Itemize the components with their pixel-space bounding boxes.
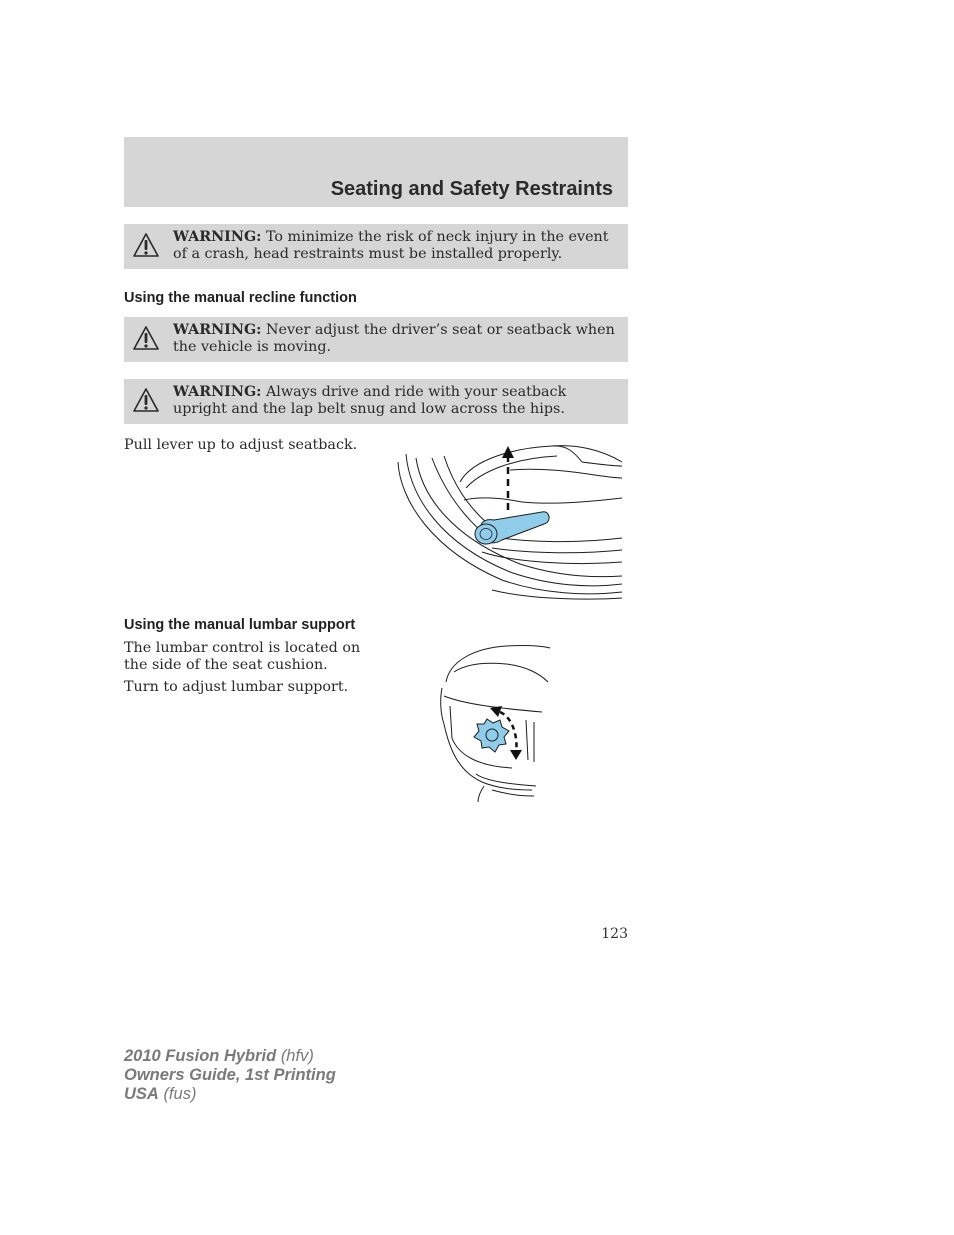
footer-model-code: (hfv) (280, 1047, 314, 1065)
warning-triangle-icon (133, 387, 159, 413)
footer-line-1 (124, 1047, 336, 1066)
lumbar-location-text: The lumbar control is located on the side of the seat cushion. (124, 640, 361, 673)
footer-market-code: (fus) (163, 1085, 197, 1103)
footer-model: 2010 Fusion Hybrid (124, 1047, 277, 1065)
warning-box-seat-adjust (124, 317, 628, 362)
document-footer (124, 1047, 336, 1104)
section-title: Seating and Safety Restraints (330, 178, 613, 200)
warning-triangle-icon (133, 325, 159, 351)
warning-box-seatback-upright (124, 379, 628, 424)
recline-heading: Using the manual recline function (124, 290, 357, 306)
warning-box-head-restraints (124, 224, 628, 269)
section-header-band (124, 137, 628, 207)
warning-label: WARNING: (173, 384, 262, 400)
footer-guide-edition: Owners Guide, 1st Printing (124, 1066, 336, 1084)
warning-triangle-icon (133, 232, 159, 258)
warning-label: WARNING: (173, 322, 262, 338)
lumbar-knob-illustration (436, 642, 556, 804)
recline-instruction: Pull lever up to adjust seatback. (124, 437, 358, 453)
seat-recline-lever-illustration (392, 440, 628, 602)
warning-body: To minimize the risk of neck injury in the event of a crash, head restraints must be installed properly. (173, 229, 609, 262)
warning-label: WARNING: (173, 229, 262, 245)
warning-text (173, 384, 622, 418)
warning-body: Always drive and ride with your seatback upright and the lap belt snug and low across the hips. (173, 384, 567, 417)
warning-body: Never adjust the driver’s seat or seatback when the vehicle is moving. (173, 322, 615, 355)
lumbar-adjust-text: Turn to adjust lumbar support. (124, 679, 349, 695)
footer-market: USA (124, 1085, 159, 1103)
footer-line-3 (124, 1085, 336, 1104)
warning-text (173, 322, 622, 356)
footer-line-2 (124, 1066, 336, 1085)
page-number: 123 (601, 926, 628, 942)
warning-text (173, 229, 622, 263)
lumbar-heading: Using the manual lumbar support (124, 617, 356, 633)
